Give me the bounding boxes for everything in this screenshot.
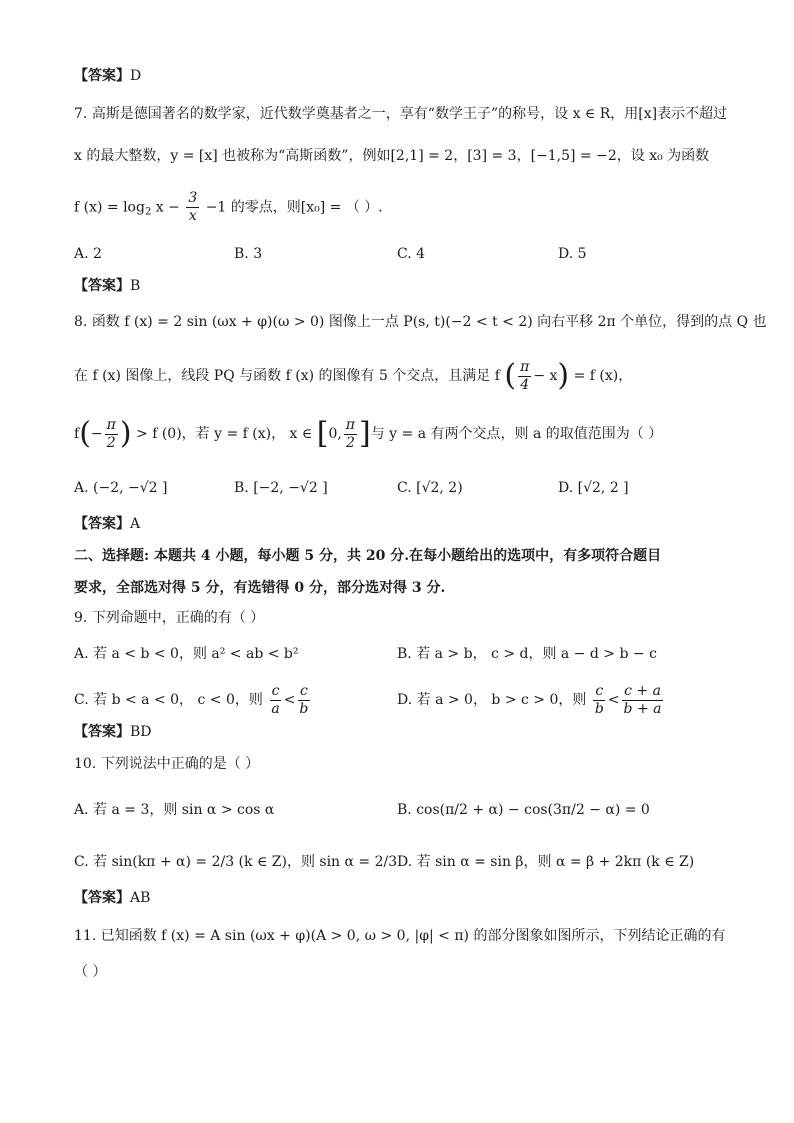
frac-den: b + a: [623, 700, 662, 717]
right-paren: ): [557, 358, 570, 393]
answer-line-q6: [74, 66, 141, 86]
question-number: 11.: [74, 928, 97, 944]
q9-c-frac-left: [269, 683, 281, 718]
q7-fraction: [186, 190, 199, 225]
question-number: 9.: [74, 610, 88, 626]
q7-log-base: 2: [144, 206, 152, 218]
q7-option-d: D. 5: [558, 246, 587, 262]
q8-line2-pre: 在 f (x) 图像上，线段 PQ 与函数 f (x) 的图像有 5 个交点，且满足 f: [74, 368, 500, 384]
question-number: 7.: [74, 106, 88, 122]
frac-den: 2: [345, 434, 355, 451]
answer-value: A: [130, 516, 141, 532]
q10-option-b: B. cos(π/2 + α) − cos(3π/2 − α) = 0: [397, 802, 650, 818]
frac-num: c + a: [624, 682, 661, 699]
q7-line3: [74, 190, 383, 225]
left-paren: (: [504, 358, 517, 393]
answer-tag: 【答案】: [74, 890, 130, 906]
q8-text-line1: 函数 f (x) = 2 sin (ωx + φ)(ω > 0) 图像上一点 P(s, t)(−2 < t < 2) 向右平移 2π 个单位，得到的点 Q 也: [91, 314, 767, 330]
frac-den: b: [299, 700, 309, 717]
q7-option-a: A. 2: [74, 246, 102, 262]
q8-line1: [74, 312, 767, 332]
q9-option-c-text: C. 若 b < a < 0， c < 0，则: [74, 692, 263, 708]
q10-option-a: A. 若 a = 3，则 sin α > cos α: [74, 802, 275, 818]
q9-option-b: B. 若 a > b， c > d，则 a − d > b − c: [397, 646, 657, 662]
q10-stem-text: 下列说法中正确的是（ ）: [100, 756, 260, 772]
q11-text-line1: 已知函数 f (x) = A sin (ωx + φ)(A > 0, ω > 0, |φ| < π) 的部分图象如图所示，下列结论正确的有: [100, 928, 726, 944]
right-bracket: ]: [359, 416, 371, 451]
frac-den: b: [594, 700, 604, 717]
frac-den: x: [188, 208, 197, 224]
q10-option-d: D. 若 sin α = sin β，则 α = β + 2kπ (k ∈ Z): [397, 854, 695, 870]
frac-den: 4: [520, 376, 530, 393]
q8-option-b: B. [−2, −√2 ]: [234, 480, 328, 496]
q7-line1: [74, 104, 727, 124]
q7-text-line1: 高斯是德国著名的数学家，近代数学奠基者之一，享有“数学王子”的称号，设 x ∈ R，用[x]表示不超过: [91, 106, 728, 122]
q7-line2: [74, 146, 709, 166]
q8-interval-fraction: [344, 417, 357, 452]
q8-option-a: A. (−2, −√2 ]: [74, 480, 168, 496]
q8-line2-post: − x: [533, 368, 558, 384]
q8-line2-end: = f (x)，: [573, 368, 633, 384]
left-bracket: [: [316, 416, 329, 451]
answer-line-q8: [74, 514, 140, 534]
q9-c-frac-right: [297, 683, 310, 718]
q9-stem-text: 下列命题中，正确的有（ ）: [91, 610, 265, 626]
frac-num: c: [271, 682, 280, 699]
answer-tag: 【答案】: [74, 68, 130, 84]
q7-func-pre: f (x) = log: [74, 199, 145, 216]
q10-option-c: C. 若 sin(kπ + α) = 2/3 (k ∈ Z)，则 sin α = 2/3: [74, 854, 398, 870]
q9-stem: [74, 608, 264, 628]
frac-den: 2: [106, 434, 116, 451]
q7-func-post: −1 的零点，则[x₀] = （ ）.: [205, 199, 383, 216]
q8-line3: f(− $\frac{\pi}{2}$ ) > f (0)，若 y = f (x)， x ∈ [0, $\frac{\pi}{2}$ ]与 y = a 有两个交点，则 a 的取值范围为（ ）: [74, 416, 663, 451]
left-paren: (: [79, 416, 91, 451]
frac-num: π: [345, 416, 355, 433]
q8-line3-fraction: [105, 417, 118, 452]
q7-option-c: C. 4: [397, 246, 426, 262]
frac-num: π: [106, 416, 116, 433]
q8-option-c: C. [√2, 2): [397, 480, 463, 496]
q9-d-frac-left: [593, 683, 606, 718]
answer-line-q7: [74, 276, 140, 296]
q9-option-a: A. 若 a < b < 0，则 a² < ab < b²: [74, 646, 299, 662]
q8-line3-pre: f: [74, 426, 80, 442]
question-number: 8.: [74, 314, 88, 330]
question-number: 10.: [74, 756, 97, 772]
frac-num: c: [595, 682, 604, 699]
q11-line1: [74, 926, 725, 946]
q8-option-d: D. [√2, 2 ]: [558, 480, 629, 496]
answer-value: B: [130, 278, 141, 294]
q7-text-line2: x 的最大整数，y = [x] 也被称为“高斯函数”，例如[2,1] = 2，[3] = 3，[−1,5] = −2，设 x₀ 为函数: [74, 148, 710, 164]
frac-num: π: [520, 358, 530, 375]
q7-func-mid: x −: [151, 199, 180, 216]
q11-line2: （ ）: [74, 964, 107, 980]
q9-option-c: C. 若 b < a < 0， c < 0，则 $\frac{c}{a}$ < $\frac{c}{b}$: [74, 682, 309, 717]
q7-option-b: B. 3: [234, 246, 263, 262]
frac-num: 3: [188, 190, 198, 206]
frac-num: c: [299, 682, 308, 699]
answer-value: AB: [130, 890, 151, 906]
section2-line1: 二、选择题: 本题共 4 小题，每小题 5 分，共 20 分.在每小题给出的选项中，有多项符合题目: [74, 548, 662, 564]
section2-line2: 要求，全部选对得 5 分，有选错得 0 分，部分选对得 3 分.: [74, 580, 446, 596]
q9-option-d-text: D. 若 a > 0， b > c > 0，则: [397, 692, 587, 708]
frac-den: a: [271, 700, 280, 717]
answer-value: BD: [130, 724, 152, 740]
q9-option-d: D. 若 a > 0， b > c > 0，则 $\frac{c}{b}$ < $\frac{c + a}{b + a}$: [397, 682, 662, 717]
answer-tag: 【答案】: [74, 516, 130, 532]
answer-tag: 【答案】: [74, 278, 130, 294]
q8-line2-fraction: [518, 359, 531, 394]
q8-line2: [74, 356, 632, 396]
q8-line3-post: 与 y = a 有两个交点，则 a 的取值范围为（ ）: [370, 426, 663, 442]
answer-line-q10: [74, 888, 150, 908]
answer-tag: 【答案】: [74, 724, 130, 740]
q8-line3-mid: > f (0)，若 y = f (x)， x ∈: [136, 426, 313, 442]
answer-line-q9: [74, 722, 152, 742]
q9-d-frac-right: [622, 683, 664, 718]
q10-stem: [74, 754, 259, 774]
right-paren: ): [119, 416, 132, 451]
answer-value: D: [130, 68, 142, 84]
